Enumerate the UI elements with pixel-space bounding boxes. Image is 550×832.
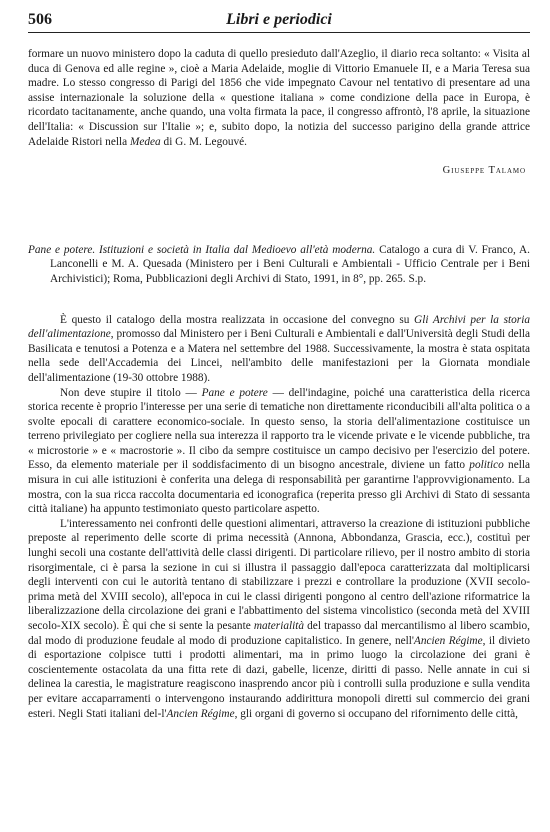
- citation-details: Catalogo a cura di V. Franco, A. Lanconelli e M. A. Quesada (Ministero per i Beni Culturali e Ambientali - Ufficio Centrale per i Beni Archivistici); Roma, Pubblicazioni degli Archivi di Stato, 1991, in 8°, pp. 265. S.p.: [50, 243, 530, 285]
- review2-paragraph-1: [28, 313, 530, 386]
- p3-text-a: L'interessamento nei confronti delle questioni alimentari, attraverso la creazione di istituzioni pubbliche preposte al reperimento delle scorte di prima necessità (Annona, Abbondanza, Grascia, ecc.), costituì per lunghi secoli una costante dell'attività delle classi dirigenti. Di particolare rilievo, per il nostro ambito di storia risorgimentale, ci è parsa la sezione in cui si illustra il passaggio dall'epoca caratterizzata dal moltiplicarsi degli interventi con cui le autorità tentano di stabilizzare i prezzi e controllare la produzione (XVII secolo-prima metà del XVIII secolo), all'epoca in cui le classi dirigenti pongono al centro dell'azione riformatrice la liberalizzazione della circolazione dei grani e l'abbattimento del sistema vincolistico (seconda metà del XVIII secolo-XIX secolo). È qui che si sente la pesante: [28, 517, 530, 632]
- review1-paragraph: [28, 47, 530, 149]
- p2-text-b: — dell'indagine, poiché una caratteristica della ricerca storica recente è proprio l'interesse per una serie di tematiche non direttamente riconducibili all'alta politica o a svolte epocali di carattere economico-sociale. In questo senso, la storia dell'alimentazione costituisce un terreno privilegiato per cogliere nella sua interezza il rapporto tra le vicende private e le vicende pubbliche, tra « microstorie » e « macrostorie ». Il cibo da sempre costituisce un campo decisivo per l'esercizio del potere. Esso, da elemento materiale per il soddisfacimento di un bisogno ancestrale, diviene un fatto: [28, 386, 530, 472]
- p3-text-d: , gli organi di governo si occupano del rifornimento delle città,: [234, 707, 518, 720]
- p2-text-a: Non deve stupire il titolo —: [60, 386, 202, 399]
- page-number: 506: [28, 11, 52, 28]
- p3-italic-1: materialità: [253, 620, 305, 632]
- book-page: [28, 8, 530, 721]
- p1-italic: Gli Archivi per la storia dell'alimentazione: [28, 313, 530, 341]
- p3-italic-2: Ancien Régime: [413, 634, 483, 647]
- p1-text-a: È questo il catalogo della mostra realizzata in occasione del convegno su: [60, 313, 415, 326]
- p1-text-b: , promosso dal Ministero per i Beni Culturali e Ambientali e dall'Università degli Studi della Basilicata e tenutosi a Potenza e a Matera nel settembre del 1988. Successivamente, la mostra è stata ospitata nella sede dell'Accademia dei Lincei, nell'ambito delle manifestazioni per la Giornata mondiale dell'alimentazione (19-30 ottobre 1988).: [28, 328, 530, 384]
- review1-italic-medea: Medea: [129, 135, 161, 148]
- p2-italic-1: Pane e potere: [201, 386, 268, 399]
- p3-italic-3: Ancien Régime: [166, 707, 235, 720]
- review2-citation: [28, 243, 530, 287]
- p3-text-b: del trapasso dal mercantilismo al libero scambio, dal modo di produzione feudale al modo di produzione capitalistico. In genere, nell': [28, 620, 530, 647]
- p3-text-c: , il divieto di esportazione colpisce tutti i prodotti alimentari, ma in primo luogo la circolazione dei grani è coscientemente ostacolata da una fitta rete di dazi, gabelle, licenze, diritti di passo. Nelle annate in cui si delinea la carestia, le magistrature reagiscono inasprendo ancor più i controlli sulla produzione e sulla vendita per evitare accaparramenti o intervengono instaurando addirittura monopoli diretti sul commercio dei grani esteri. Negli Stati italiani del-l': [28, 634, 530, 720]
- p2-text-c: nella misura in cui alle istituzioni è conferita una delega di responsabilità per garantirne l'approvvigionamento. La mostra, con la sua ricca raccolta documentaria ed iconografica (reperita presso gli Archivi di Stato di sessanta città italiane) ha appunto testimoniato questo particolare aspetto.: [28, 459, 530, 516]
- review1-signature: Giuseppe Talamo: [442, 165, 526, 177]
- review1-text-a: formare un nuovo ministero dopo la caduta di quello presieduto dall'Azeglio, il diario reca soltanto: « Visita al duca di Genova ed alle regine », cioè a Maria Adelaide, moglie di Vittorio Emanuele II, e a Maria Teresa sua madre. Lo stesso congresso di Parigi del 1856 che vide impegnato Cavour nel tentativo di presentare ad una assise internazionale la soluzione della « questione italiana » come condizione della pace in Europa, è ricordato tacitanamente, anche quando, una volta firmata la pace, il congresso affrontò, l'8 aprile, la situazione dell'Italia: « Discussion sur l'Italie »; e, subito dopo, la notizia del successo parigino della grande attrice Adelaide Ristori nella: [28, 48, 530, 148]
- running-title: Libri e periodici: [226, 11, 332, 28]
- review2-paragraph-2: [28, 386, 530, 517]
- review2-paragraph-3: [28, 517, 530, 721]
- citation-title: Pane e potere. Istituzioni e società in Italia dal Medioevo all'età moderna.: [28, 243, 376, 256]
- page-header: [28, 8, 530, 33]
- p2-italic-2: politico: [469, 459, 504, 472]
- review1-text-b: di G. M. Legouvé.: [160, 135, 248, 148]
